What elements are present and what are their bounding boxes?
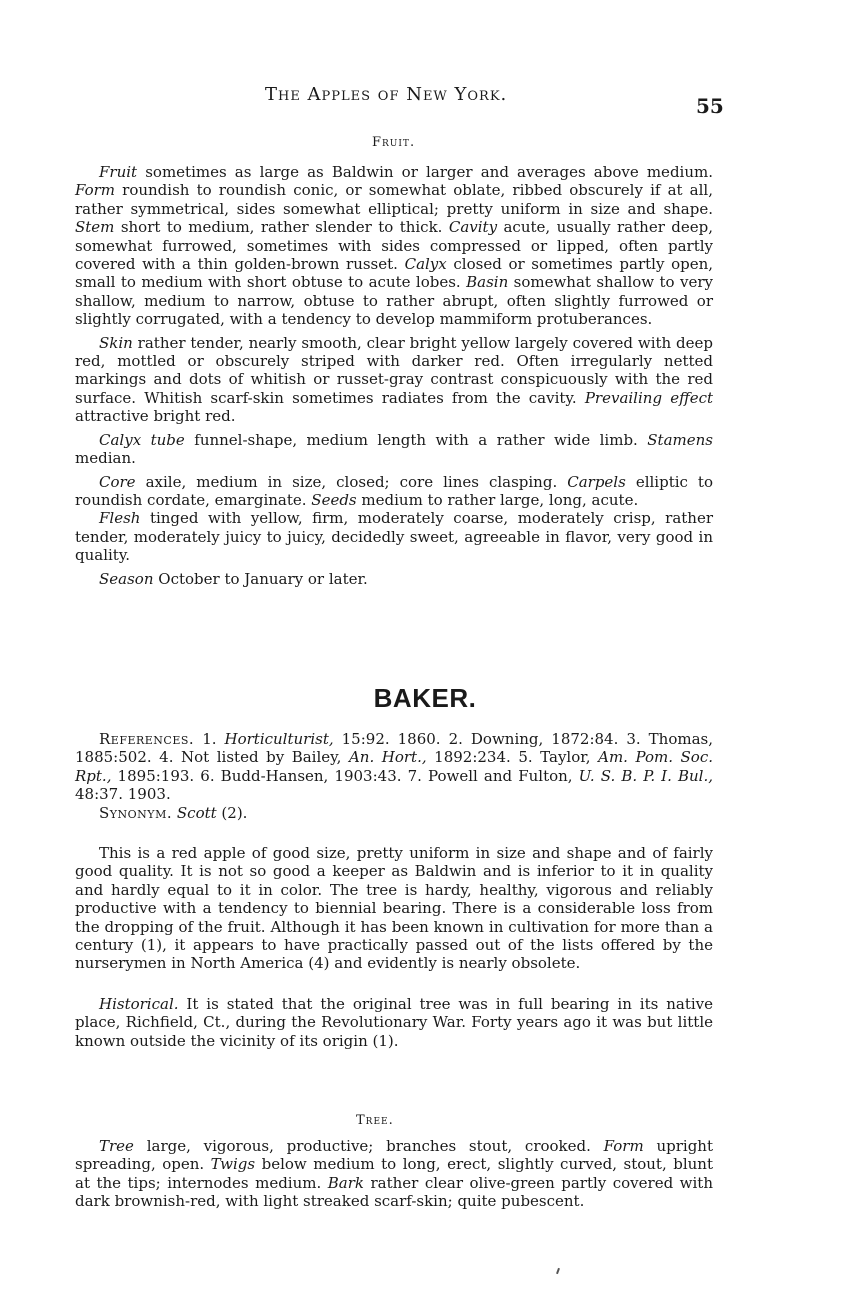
text-run: 1. [194,730,225,748]
print-speck [556,1268,560,1274]
text-run: October to January or later. [153,569,368,588]
term: Carpels [567,472,626,491]
source-title: An. Hort., [348,748,427,767]
term: Calyx [404,255,447,274]
tree-paragraph [75,1137,713,1211]
source-title: Horticulturist, [224,730,334,748]
season-paragraph [75,570,713,588]
variety-entry [75,730,713,1050]
skin-paragraph [75,334,713,426]
source-title: Am. Pom. Soc. Rpt., [75,748,714,785]
text-run: axile, medium in size, closed; core lines clasping. [135,472,568,491]
term: Flesh [99,509,141,528]
text-run: acute, usually rather deep, somewhat furrowed, sometimes with sides compressed or lipped, often partly covered with a thin golden-brown russet. [75,218,714,274]
fruit-description [75,163,713,588]
term: Stamens [647,430,713,449]
text-run: 1895:193. 6. Budd-Hansen, 1903:43. 7. Powell and Fulton, [111,766,579,785]
term: Seeds [311,490,357,509]
tree-description [75,1137,713,1211]
term: Calyx tube [99,430,185,449]
references-label: References. [99,730,195,748]
synonym-label: Synonym. [99,803,173,822]
core-paragraph [75,473,713,510]
text-run: 48:37. 1903. [75,785,171,804]
running-title: The Apples of New York. [265,84,508,105]
text-run: upright spreading, open. [75,1137,713,1174]
text-run: tinged with yellow, firm, moderately coarse, moderately crisp, rather tender, moderately juicy to juicy, decidedly sweet, agreeable in flavor, very good in quality. [75,509,713,565]
term: Season [99,569,154,588]
text-run: elliptic to roundish cordate, emarginate. [75,472,713,509]
section-heading-tree: Tree. [356,1113,394,1128]
references-paragraph [75,730,713,804]
term: Form [603,1137,644,1155]
fruit-paragraph [75,163,713,329]
term: Tree [99,1137,134,1155]
text-run: 1892:234. 5. Taylor, [426,748,599,767]
text-run: somewhat shallow to very shallow, medium to narrow, obtuse to rather abrupt, often slightly furrowed or slightly corrugated, with a tendency to develop mammiform protuberances. [75,273,713,329]
text-run: below medium to long, erect, slightly curved, stout, blunt at the tips; internodes medium. [75,1155,713,1192]
text-run: rather clear olive-green partly covered with dark brownish-red, with light streaked scarf-skin; quite pubescent. [75,1173,713,1211]
text-run: medium to rather large, long, acute. [356,490,639,509]
term: Twigs [210,1155,256,1174]
synonym-name: Scott [176,803,217,822]
section-heading-fruit: Fruit. [372,135,416,150]
text-run: large, vigorous, productive; branches stout, crooked. [133,1137,604,1155]
variety-description: This is a red apple of good size, pretty uniform in size and shape and of fairly good quality. It is not so good a keeper as Baldwin and is inferior to it in quality and hardly equal to it in color. The tree is hardy, healthy, vigorous and reliably productive with a tendency to biennial bearing. There is a considerable loss from the dropping of the fruit. Although it has been known in cultivation for more than a century (1), it appears to have practically passed out of the lists offered by the nurserymen in North America (4) and evidently is nearly obsolete. [75,844,713,973]
term: Basin [466,273,509,292]
page-number: 55 [696,94,724,118]
text-run: (2). [216,803,248,822]
term: Skin [99,333,133,352]
source-title: U. S. B. P. I. Bul., [578,766,713,785]
variety-title: BAKER. [373,683,477,713]
flesh-paragraph [75,509,713,564]
synonym-paragraph [75,804,713,822]
historical-paragraph [75,995,713,1050]
text-run: 15:92. 1860. 2. Downing, 1872:84. 3. Thomas, 1885:502. 4. Not listed by Bailey, [75,730,714,767]
term: Core [99,472,136,491]
text-run: It is stated that the original tree was in full bearing in its native place, Richfield, Ct., during the Revolutionary War. Forty years ago it was but little known outside the vicinity of its origin (1). [75,994,713,1050]
term: Bark [327,1173,364,1192]
text-run: attractive bright red. [75,407,236,426]
calyx-tube-paragraph [75,431,713,468]
text-run: sometimes as large as Baldwin or larger and averages above medium. [137,163,713,181]
text-run: rather tender, nearly smooth, clear bright yellow largely covered with deep red, mottled or obscurely striped with darker red. Often irregularly netted markings and dots of whitish or russet-gray contrast conspicuously with the red surface. Whitish scarf-skin sometimes radiates from the cavity. [75,333,713,407]
historical-label: Historical. [99,994,179,1013]
text-run: funnel-shape, medium length with a rather wide limb. [184,430,648,449]
term: Fruit [99,163,138,181]
term: Cavity [448,218,498,237]
text-run: closed or sometimes partly open, small to medium with short obtuse to acute lobes. [75,255,714,292]
text-run: median. [75,449,136,468]
text-run: short to medium, rather slender to thick. [114,218,449,237]
term: Prevailing effect [584,388,714,407]
term: Form [75,181,116,200]
text-run: roundish to roundish conic, or somewhat oblate, ribbed obscurely if at all, rather symmetrical, sides somewhat elliptical; pretty uniform in size and shape. [75,181,713,218]
term: Stem [75,218,115,237]
